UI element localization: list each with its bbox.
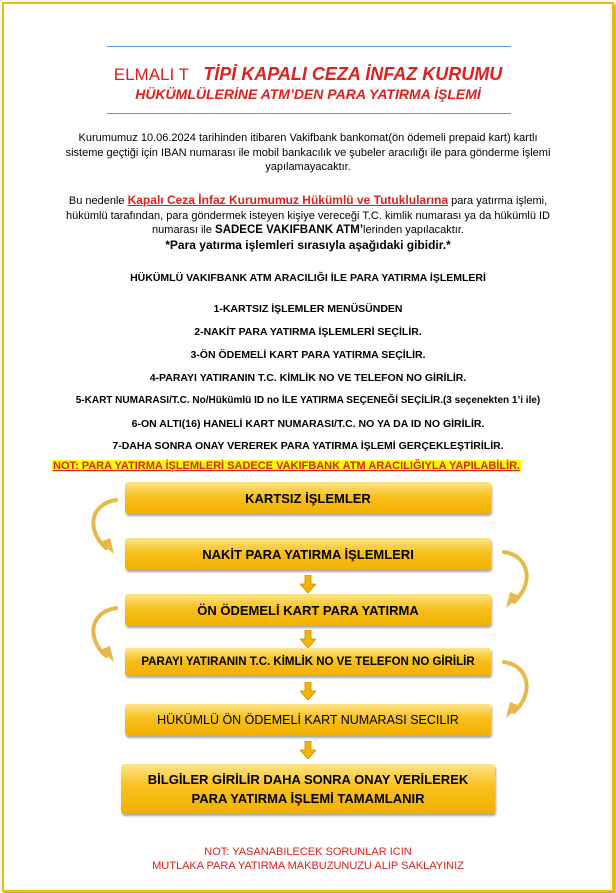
info-line-4: *Para yatırma işlemleri sırasıyla aşağıdaki gibidir.*	[165, 237, 451, 252]
footer-note-line-1: NOT: YASANABILECEK SORUNLAR ICIN	[204, 846, 412, 858]
steps-heading: HÜKÜMLÜ VAKIFBANK ATM ARACILIĞI İLE PARA YATIRMA İŞLEMLERİ	[130, 272, 486, 284]
step-item: 1-KARTSIZ İŞLEMLER MENÜSÜNDEN	[213, 303, 403, 315]
flow-step-enter-id-phone: PARAYI YATIRANIN T.C. KİMLİK NO VE TELEFON NO GİRİLİR	[125, 648, 491, 676]
down-arrow-icon	[300, 741, 316, 759]
intro-line-2: sisteme geçtiği için IBAN numarası ile mobil bankacılık ve şubeler aracılığı ile para gönderme işlemi	[65, 146, 551, 159]
flow-step-confirm-line-2: PARA YATIRMA İŞLEMİ TAMAMLANIR	[191, 791, 425, 806]
info-line-3b: SADECE VAKIFBANK ATM’	[215, 224, 364, 236]
step-item: 5-KART NUMARASI/T.C. No/Hükümlü ID no İLE YATIRMA SEÇENEĞİ SEÇİLİR.(3 seçenekten 1’i ile)	[75, 395, 541, 406]
down-arrow-icon	[300, 630, 316, 648]
top-rule	[107, 46, 511, 47]
curved-arrow-left-icon	[84, 604, 124, 668]
step-item: 6-ON ALTI(16) HANELİ KART NUMARASI/T.C. NO YA DA ID NO GİRİLİR.	[131, 418, 485, 430]
curved-arrow-right-icon	[496, 658, 536, 724]
down-arrow-icon	[300, 575, 316, 593]
step-item: 3-ÖN ÖDEMELİ KART PARA YATIRMA SEÇİLİR.	[190, 349, 426, 361]
info-lead: Bu nedenle	[68, 195, 128, 207]
flow-step-prepaid-card: ÖN ÖDEMELİ KART PARA YATIRMA	[125, 594, 491, 626]
page-title	[0, 64, 616, 85]
intro-line-3: yapılamayacaktır.	[265, 161, 351, 173]
info-paragraph	[40, 193, 576, 252]
info-line-3	[40, 223, 576, 238]
flow-step-cash-deposit-label: NAKİT PARA YATIRMA İŞLEMLERI	[202, 546, 414, 562]
step-item: 4-PARAYI YATIRANIN T.C. KİMLİK NO VE TELEFON NO GİRİLİR.	[149, 372, 467, 384]
info-highlight: Kapalı Ceza İnfaz Kurumumuz Hükümlü ve Tutuklularına	[127, 193, 449, 207]
title-main: TİPİ KAPALI CEZA İNFAZ KURUMU	[203, 64, 503, 84]
flow-step-confirm	[121, 764, 495, 814]
info-line-3a: numarası ile	[152, 224, 216, 236]
page-subtitle: HÜKÜMLÜLERİNE ATM’DEN PARA YATIRMA İŞLEMİ	[135, 86, 481, 102]
info-line-1	[40, 193, 576, 209]
intro-line-1: Kurumumuz 10.06.2024 tarihinden itibaren Vakifbank bankomat(ön ödemeli prepaid kart) kartlı	[78, 132, 538, 144]
info-rest: para yatırma işlemi,	[448, 195, 548, 207]
intro-paragraph	[40, 131, 576, 175]
down-arrow-icon	[300, 682, 316, 700]
flow-step-card-number: HÜKÜMLÜ ÖN ÖDEMELİ KART NUMARASI SECILIR	[125, 704, 491, 736]
flow-step-confirm-line-1: BİLGİLER GİRİLİR DAHA SONRA ONAY VERİLEREK	[147, 772, 469, 787]
step-item: 2-NAKİT PARA YATIRMA İŞLEMLERİ SEÇİLİR.	[194, 326, 422, 338]
atm-only-note: NOT: PARA YATIRMA İŞLEMLERİ SADECE VAKIFBANK ATM ARACILIĞIYLA YAPILABİLİR.	[53, 460, 521, 472]
footer-note-line-2: MUTLAKA PARA YATIRMA MAKBUZUNUZU ALIP SAKLAYINIZ	[152, 860, 464, 872]
title-prefix: ELMALI T	[113, 65, 190, 84]
info-line-3c: lerinden yapılacaktır.	[363, 224, 464, 236]
bottom-rule	[107, 113, 511, 114]
step-item: 7-DAHA SONRA ONAY VEREREK PARA YATIRMA İŞLEMİ GERÇEKLEŞTİRİLİR.	[112, 440, 504, 452]
curved-arrow-right-icon	[496, 548, 536, 614]
flow-step-cash-deposit	[125, 538, 491, 570]
flow-step-cardless: KARTSIZ İŞLEMLER	[125, 482, 491, 514]
curved-arrow-left-icon	[84, 496, 124, 560]
info-line-2: hükümlü tarafından, para göndermek isteyen kişiye vereceği T.C. kimlik numarası ya da hükümlü ID	[65, 209, 551, 222]
